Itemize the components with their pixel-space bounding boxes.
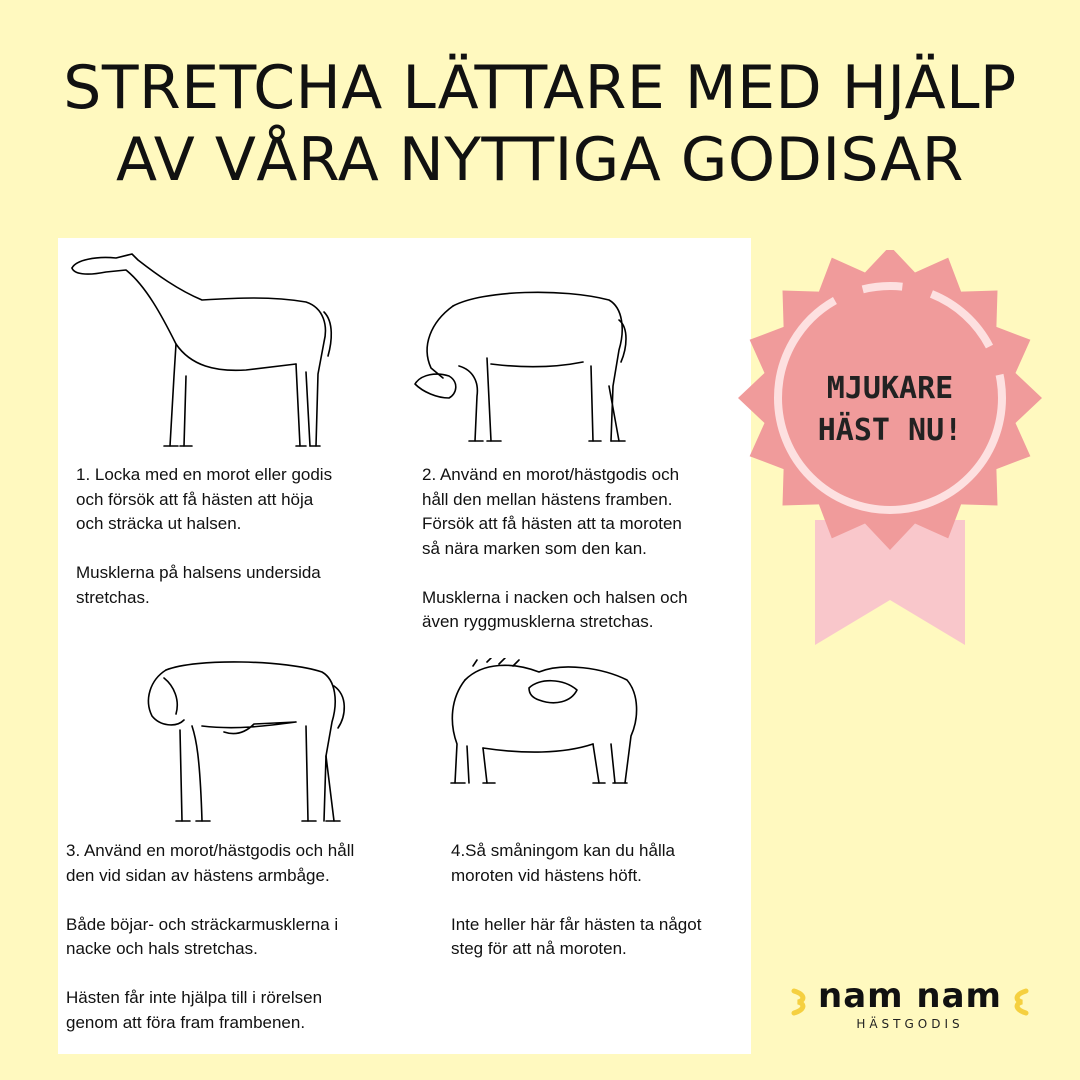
step-3-text <box>66 839 406 1035</box>
nam-nam-logo <box>790 976 1030 1042</box>
step-4-instruction: 4.Så småningom kan du hålla moroten vid hästens höft. <box>451 841 675 885</box>
page-title <box>0 52 1080 196</box>
logo-right-accent-icon <box>1010 988 1030 1016</box>
step-2-text <box>422 463 742 635</box>
mjukare-hast-badge <box>735 250 1045 650</box>
step-3-note: Hästen får inte hjälpa till i rörelsen genom att föra fram frambenen. <box>66 988 323 1032</box>
badge-line-2: HÄST NU! <box>817 413 963 448</box>
step-2-effect: Musklerna i nacken och halsen och även ryggmusklerna stretchas. <box>422 587 688 631</box>
step-1-effect: Musklerna på halsens undersida stretchas. <box>76 563 321 607</box>
badge-line-1: MJUKARE <box>826 371 954 406</box>
step-2-instruction: 2. Använd en morot/hästgodis och håll den mellan hästens framben. Försök att få hästen att ta moroten så nära marken som den kan. <box>422 465 682 558</box>
horse-stretch-hip-illustration <box>443 658 643 788</box>
title-line-1: STRETCHA LÄTTARE MED HJÄLP <box>63 53 1017 123</box>
logo-left-accent-icon <box>790 988 810 1016</box>
stretch-instructions-panel <box>58 238 751 1054</box>
step-3-instruction: 3. Använd en morot/hästgodis och håll den vid sidan av hästens armbåge. <box>66 841 355 885</box>
step-4-effect: Inte heller här får hästen ta något steg för att nå moroten. <box>451 914 702 958</box>
horse-stretch-elbow-illustration <box>136 656 356 826</box>
horse-stretch-down-illustration <box>413 286 633 446</box>
horse-stretch-up-illustration <box>66 246 336 451</box>
step-3-effect: Både böjar- och sträckarmusklerna i nacke och hals stretchas. <box>66 914 339 958</box>
step-1-instruction: 1. Locka med en morot eller godis och försök att få hästen att höja och sträcka ut halsen. <box>76 465 333 533</box>
step-1-text <box>76 463 396 610</box>
logo-name: nam nam <box>818 976 1002 1016</box>
title-line-2: AV VÅRA NYTTIGA GODISAR <box>116 125 964 195</box>
step-4-text <box>451 839 746 962</box>
logo-tagline: HÄSTGODIS <box>856 1017 964 1031</box>
